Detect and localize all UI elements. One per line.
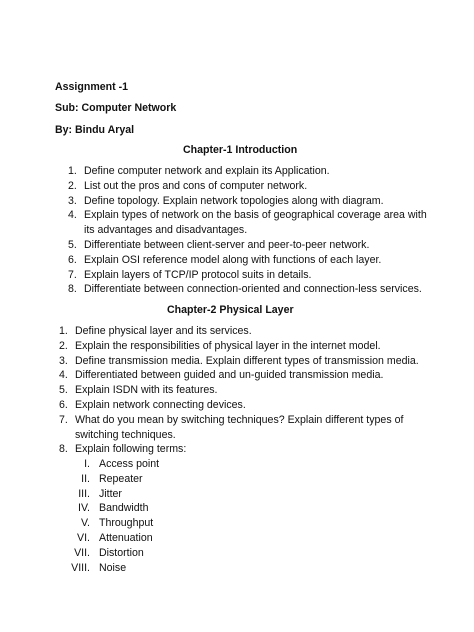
item-text: Explain following terms: (75, 443, 187, 456)
list-item (68, 282, 438, 297)
item-text: Explain the responsibilities of physical layer in the internet model. (75, 339, 381, 352)
item-number: 8. (68, 283, 77, 296)
item-text: Explain OSI reference model along with functions of each layer. (84, 253, 382, 266)
terms-list (68, 457, 268, 575)
author-line: By: Bindu Aryal (55, 124, 135, 136)
item-number: V. (80, 517, 90, 530)
item-number: 7. (59, 413, 68, 426)
list-item (59, 398, 439, 413)
item-text: Explain types of network on the basis of geographical coverage area with its advantages and disadvantages. (84, 209, 427, 237)
list-item (68, 472, 268, 487)
item-text: Jitter (99, 487, 122, 500)
list-item (59, 383, 439, 398)
item-number: 6. (59, 398, 68, 411)
item-text: Distortion (99, 546, 144, 559)
list-item (68, 487, 268, 502)
list-item (59, 339, 439, 354)
item-text: Explain network connecting devices. (75, 398, 246, 411)
assignment-title: Assignment -1 (55, 81, 128, 93)
list-item (68, 561, 268, 576)
item-number: 3. (68, 194, 77, 207)
list-item (68, 268, 438, 283)
list-item (59, 324, 439, 339)
item-number: 2. (59, 339, 68, 352)
item-number: 6. (68, 253, 77, 266)
item-text: Define computer network and explain its Application. (84, 165, 330, 177)
list-item (68, 457, 268, 472)
item-text: Access point (99, 458, 160, 470)
list-item (68, 516, 268, 531)
item-text: Throughput (99, 517, 154, 530)
chapter-2-questions (59, 324, 439, 457)
list-item (59, 354, 439, 369)
item-number: IV. (78, 502, 90, 515)
list-item (68, 194, 438, 209)
list-item (59, 413, 439, 443)
list-item (68, 531, 268, 546)
item-number: VIII. (71, 561, 90, 574)
item-text: Define physical layer and its services. (75, 325, 252, 337)
item-number: 8. (59, 443, 68, 456)
list-item (68, 238, 438, 253)
item-number: 2. (68, 179, 77, 192)
item-text: Differentiate between connection-oriented and connection-less services. (84, 283, 422, 296)
list-item (68, 179, 438, 194)
list-item (59, 368, 439, 383)
chapter-1-heading: Chapter-1 Introduction (183, 144, 298, 156)
item-number: 4. (59, 369, 68, 382)
item-number: 1. (59, 325, 68, 337)
item-number: 1. (68, 165, 77, 177)
list-item (68, 164, 438, 179)
item-number: VII. (74, 546, 90, 559)
list-item (68, 546, 268, 561)
item-number: VI. (77, 531, 90, 544)
item-text: What do you mean by switching techniques? Explain different types of switching techniques. (75, 413, 404, 441)
item-text: Bandwidth (99, 502, 149, 515)
item-number: III. (78, 487, 90, 500)
list-item (68, 501, 268, 516)
list-item (68, 208, 438, 238)
item-number: 5. (59, 384, 68, 397)
item-text: Define topology. Explain network topologies along with diagram. (84, 194, 384, 207)
item-number: 4. (68, 209, 77, 222)
item-text: Explain ISDN with its features. (75, 384, 218, 397)
item-number: 7. (68, 268, 77, 281)
item-number: I. (84, 458, 90, 470)
item-text: List out the pros and cons of computer network. (84, 179, 308, 192)
item-text: Differentiated between guided and un-guided transmission media. (75, 369, 384, 382)
item-number: II. (81, 472, 90, 485)
subject-line: Sub: Computer Network (55, 102, 177, 114)
item-text: Differentiate between client-server and peer-to-peer network. (84, 238, 370, 251)
item-text: Noise (99, 561, 127, 574)
chapter-2-heading: Chapter-2 Physical Layer (167, 304, 294, 316)
item-text: Repeater (99, 472, 143, 485)
item-text: Attenuation (99, 531, 153, 544)
item-text: Explain layers of TCP/IP protocol suits in details. (84, 268, 312, 281)
list-item (68, 253, 438, 268)
chapter-1-questions (68, 164, 438, 297)
item-number: 3. (59, 354, 68, 367)
list-item (59, 442, 439, 457)
item-number: 5. (68, 238, 77, 251)
item-text: Define transmission media. Explain different types of transmission media. (75, 354, 419, 367)
